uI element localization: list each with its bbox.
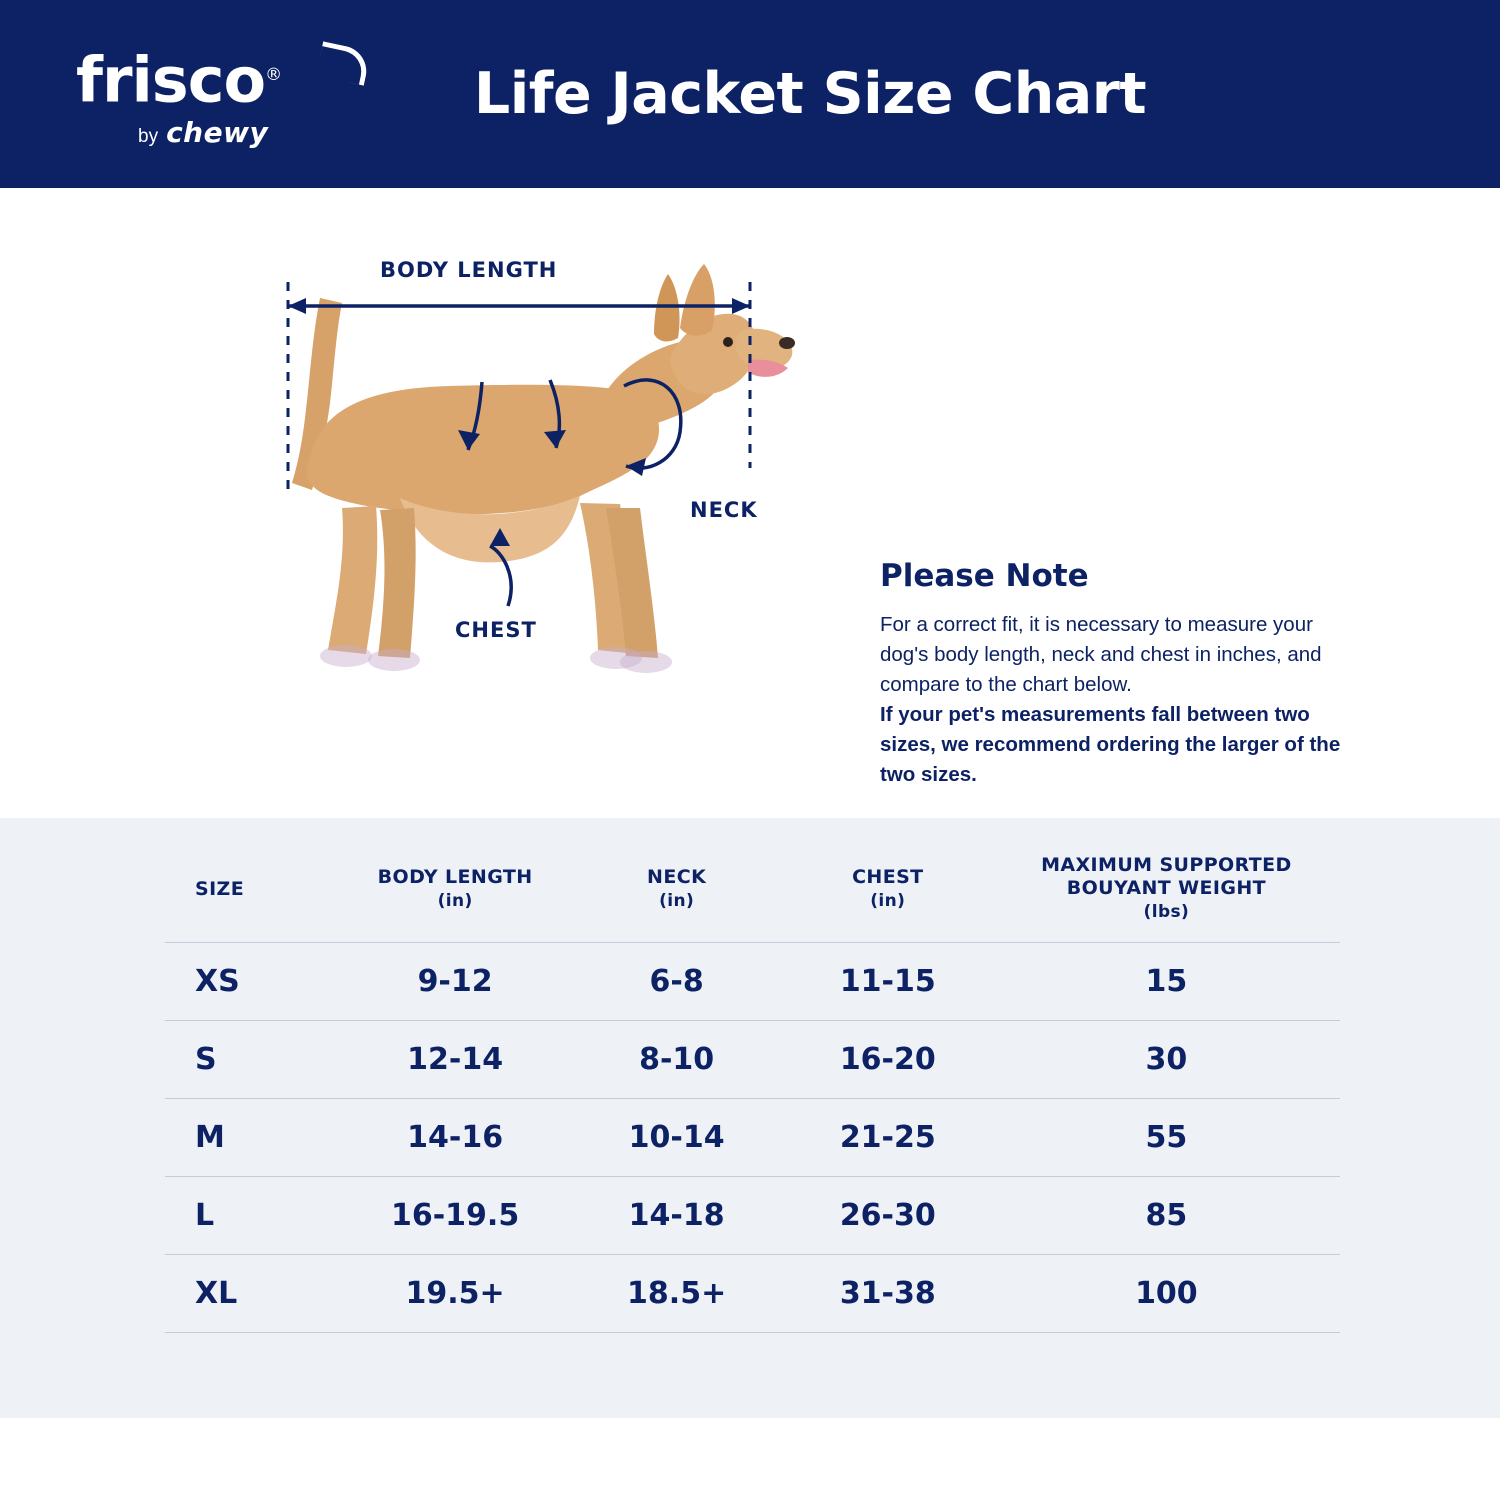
cell-weight: 85 [993,1177,1340,1255]
cell-size: XL [165,1255,340,1333]
table-row [165,1099,1340,1177]
cell-neck: 6-8 [570,943,782,1021]
frisco-logo [76,44,406,154]
cell-chest: 26-30 [783,1177,993,1255]
cell-size: XS [165,943,340,1021]
col-header-body-length-unit: (in) [437,890,473,911]
please-note-body-bold: If your pet's measurements fall between two sizes, we recommend ordering the larger of the two sizes. [880,703,1341,786]
col-header-neck-text: NECK [647,865,707,888]
logo-wordmark-text: frisco [76,43,266,117]
chewy-wordmark: chewy [166,115,269,149]
page-title: Life Jacket Size Chart [473,61,1147,127]
body-length-label: BODY LENGTH [380,258,558,282]
cell-chest: 31-38 [783,1255,993,1333]
col-header-neck-unit: (in) [659,890,695,911]
please-note-block [880,558,1350,790]
size-table [165,840,1340,1333]
dog-figure [292,264,795,673]
table-header-row [165,840,1340,943]
cell-neck: 10-14 [570,1099,782,1177]
cell-weight: 100 [993,1255,1340,1333]
col-header-weight [993,840,1340,943]
cell-body-length: 14-16 [340,1099,571,1177]
logo-by-text: by [138,125,159,147]
col-header-chest-unit: (in) [870,890,906,911]
size-table-body [165,943,1340,1333]
cell-size: L [165,1177,340,1255]
measurement-diagram [0,188,1500,818]
cell-body-length: 12-14 [340,1021,571,1099]
col-header-chest [783,840,993,943]
cell-chest: 21-25 [783,1099,993,1177]
col-header-neck [570,840,782,943]
size-table-head [165,840,1340,943]
col-header-chest-text: CHEST [852,865,924,888]
table-row [165,943,1340,1021]
cell-size: S [165,1021,340,1099]
registered-trademark-icon: ® [265,65,283,85]
dog-illustration [250,258,870,728]
cell-neck: 8-10 [570,1021,782,1099]
cell-neck: 18.5+ [570,1255,782,1333]
col-header-weight-text: MAXIMUM SUPPORTED BOUYANT WEIGHT [1041,854,1292,899]
footer-space [0,1418,1500,1500]
cell-neck: 14-18 [570,1177,782,1255]
please-note-body: For a correct fit, it is necessary to measure your dog's body length, neck and chest in inches, and compare to the chart below. [880,613,1322,696]
logo-byline [76,116,406,149]
cell-chest: 11-15 [783,943,993,1021]
cell-weight: 30 [993,1021,1340,1099]
cell-body-length: 9-12 [340,943,571,1021]
neck-label: NECK [690,498,758,522]
cell-size: M [165,1099,340,1177]
page-header [0,0,1500,188]
table-row [165,1177,1340,1255]
cell-body-length: 19.5+ [340,1255,571,1333]
logo-wordmark [76,43,283,117]
cell-chest: 16-20 [783,1021,993,1099]
swoosh-icon [316,41,371,85]
col-header-body-length [340,840,571,943]
col-header-size: SIZE [165,840,340,943]
please-note-title: Please Note [880,558,1089,594]
dog-diagram-svg [250,258,870,728]
col-header-weight-unit: (lbs) [1143,902,1190,922]
table-row [165,1255,1340,1333]
cell-weight: 15 [993,943,1340,1021]
cell-body-length: 16-19.5 [340,1177,571,1255]
table-row [165,1021,1340,1099]
col-header-body-length-text: BODY LENGTH [377,865,533,888]
size-table-area [0,818,1500,1418]
cell-weight: 55 [993,1099,1340,1177]
chest-label: CHEST [455,618,537,642]
